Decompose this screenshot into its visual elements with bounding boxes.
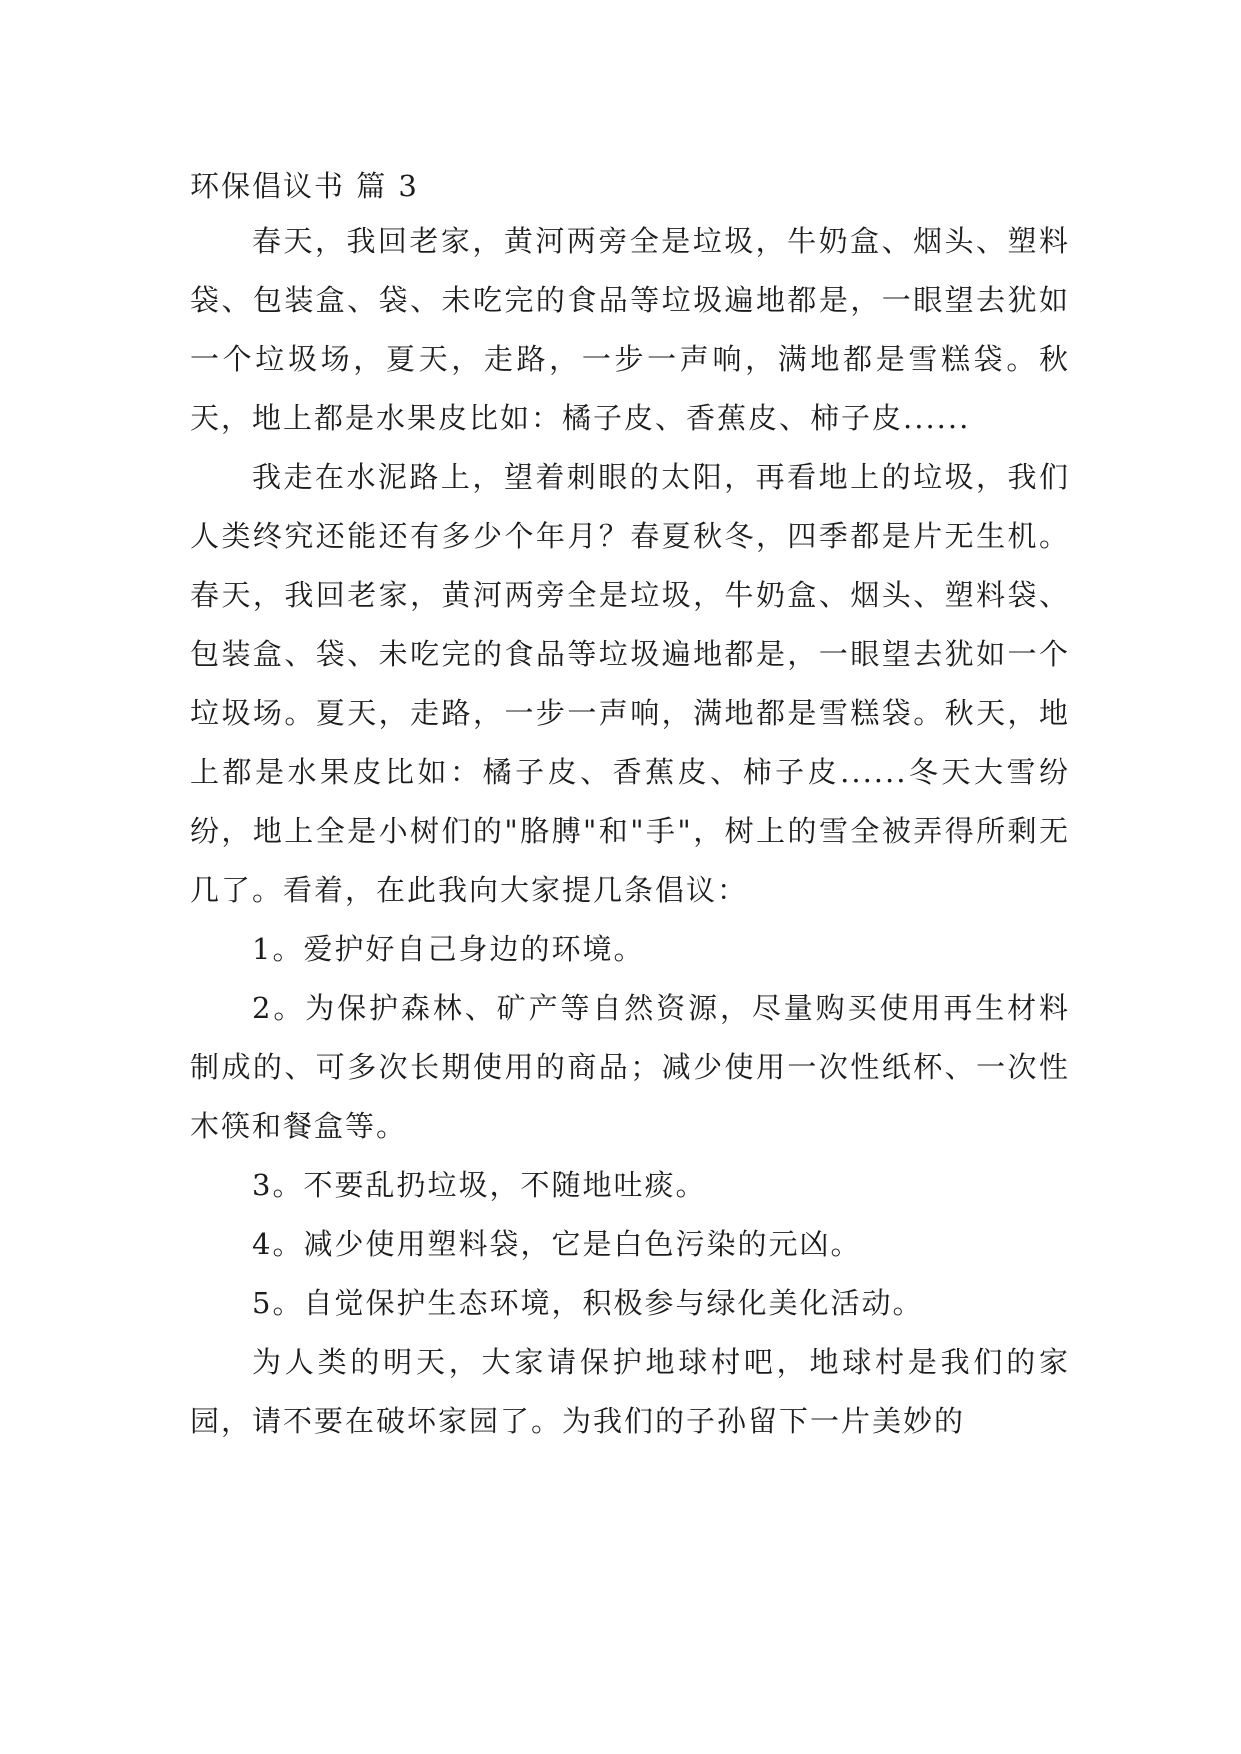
paragraph-spring: 春天，我回老家，黄河两旁全是垃圾，牛奶盒、烟头、塑料袋、包装盒、袋、未吃完的食品等垃圾遍地都是，一眼望去犹如一个垃圾场，夏天，走路，一步一声响，满地都是雪糕袋。秋天，地上都是水果皮比如：橘子皮、香蕉皮、柿子皮...... (190, 224, 1070, 435)
paragraph-closing: 为人类的明天，大家请保护地球村吧，地球村是我们的家园，请不要在破坏家园了。为我们的子孙留下一片美妙的 (190, 1345, 1070, 1438)
proposal-item-2: 2。为保护森林、矿产等自然资源，尽量购买使用再生材料制成的、可多次长期使用的商品；减少使用一次性纸杯、一次性木筷和餐盒等。 (190, 991, 1070, 1143)
proposal-item-1: 1。爱护好自己身边的环境。 (252, 932, 645, 966)
proposal-item-3: 3。不要乱扔垃圾，不随地吐痰。 (252, 1168, 707, 1202)
document-title: 环保倡议书 篇 3 (190, 169, 419, 203)
proposal-item-4: 4。减少使用塑料袋，它是白色污染的元凶。 (252, 1227, 862, 1261)
document-body (190, 160, 1070, 1451)
paragraph-concrete-road: 我走在水泥路上，望着刺眼的太阳，再看地上的垃圾，我们人类终究还能还有多少个年月？春夏秋冬，四季都是片无生机。春天，我回老家，黄河两旁全是垃圾，牛奶盒、烟头、塑料袋、包装盒、袋、未吃完的食品等垃圾遍地都是，一眼望去犹如一个垃圾场。夏天，走路，一步一声响，满地都是雪糕袋。秋天，地上都是水果皮比如：橘子皮、香蕉皮、柿子皮......冬天大雪纷纷，地上全是小树们的"胳膊"和"手"，树上的雪全被弄得所剩无几了。看着，在此我向大家提几条倡议： (190, 460, 1070, 907)
proposal-item-5: 5。自觉保护生态环境，积极参与绿化美化活动。 (252, 1286, 924, 1320)
